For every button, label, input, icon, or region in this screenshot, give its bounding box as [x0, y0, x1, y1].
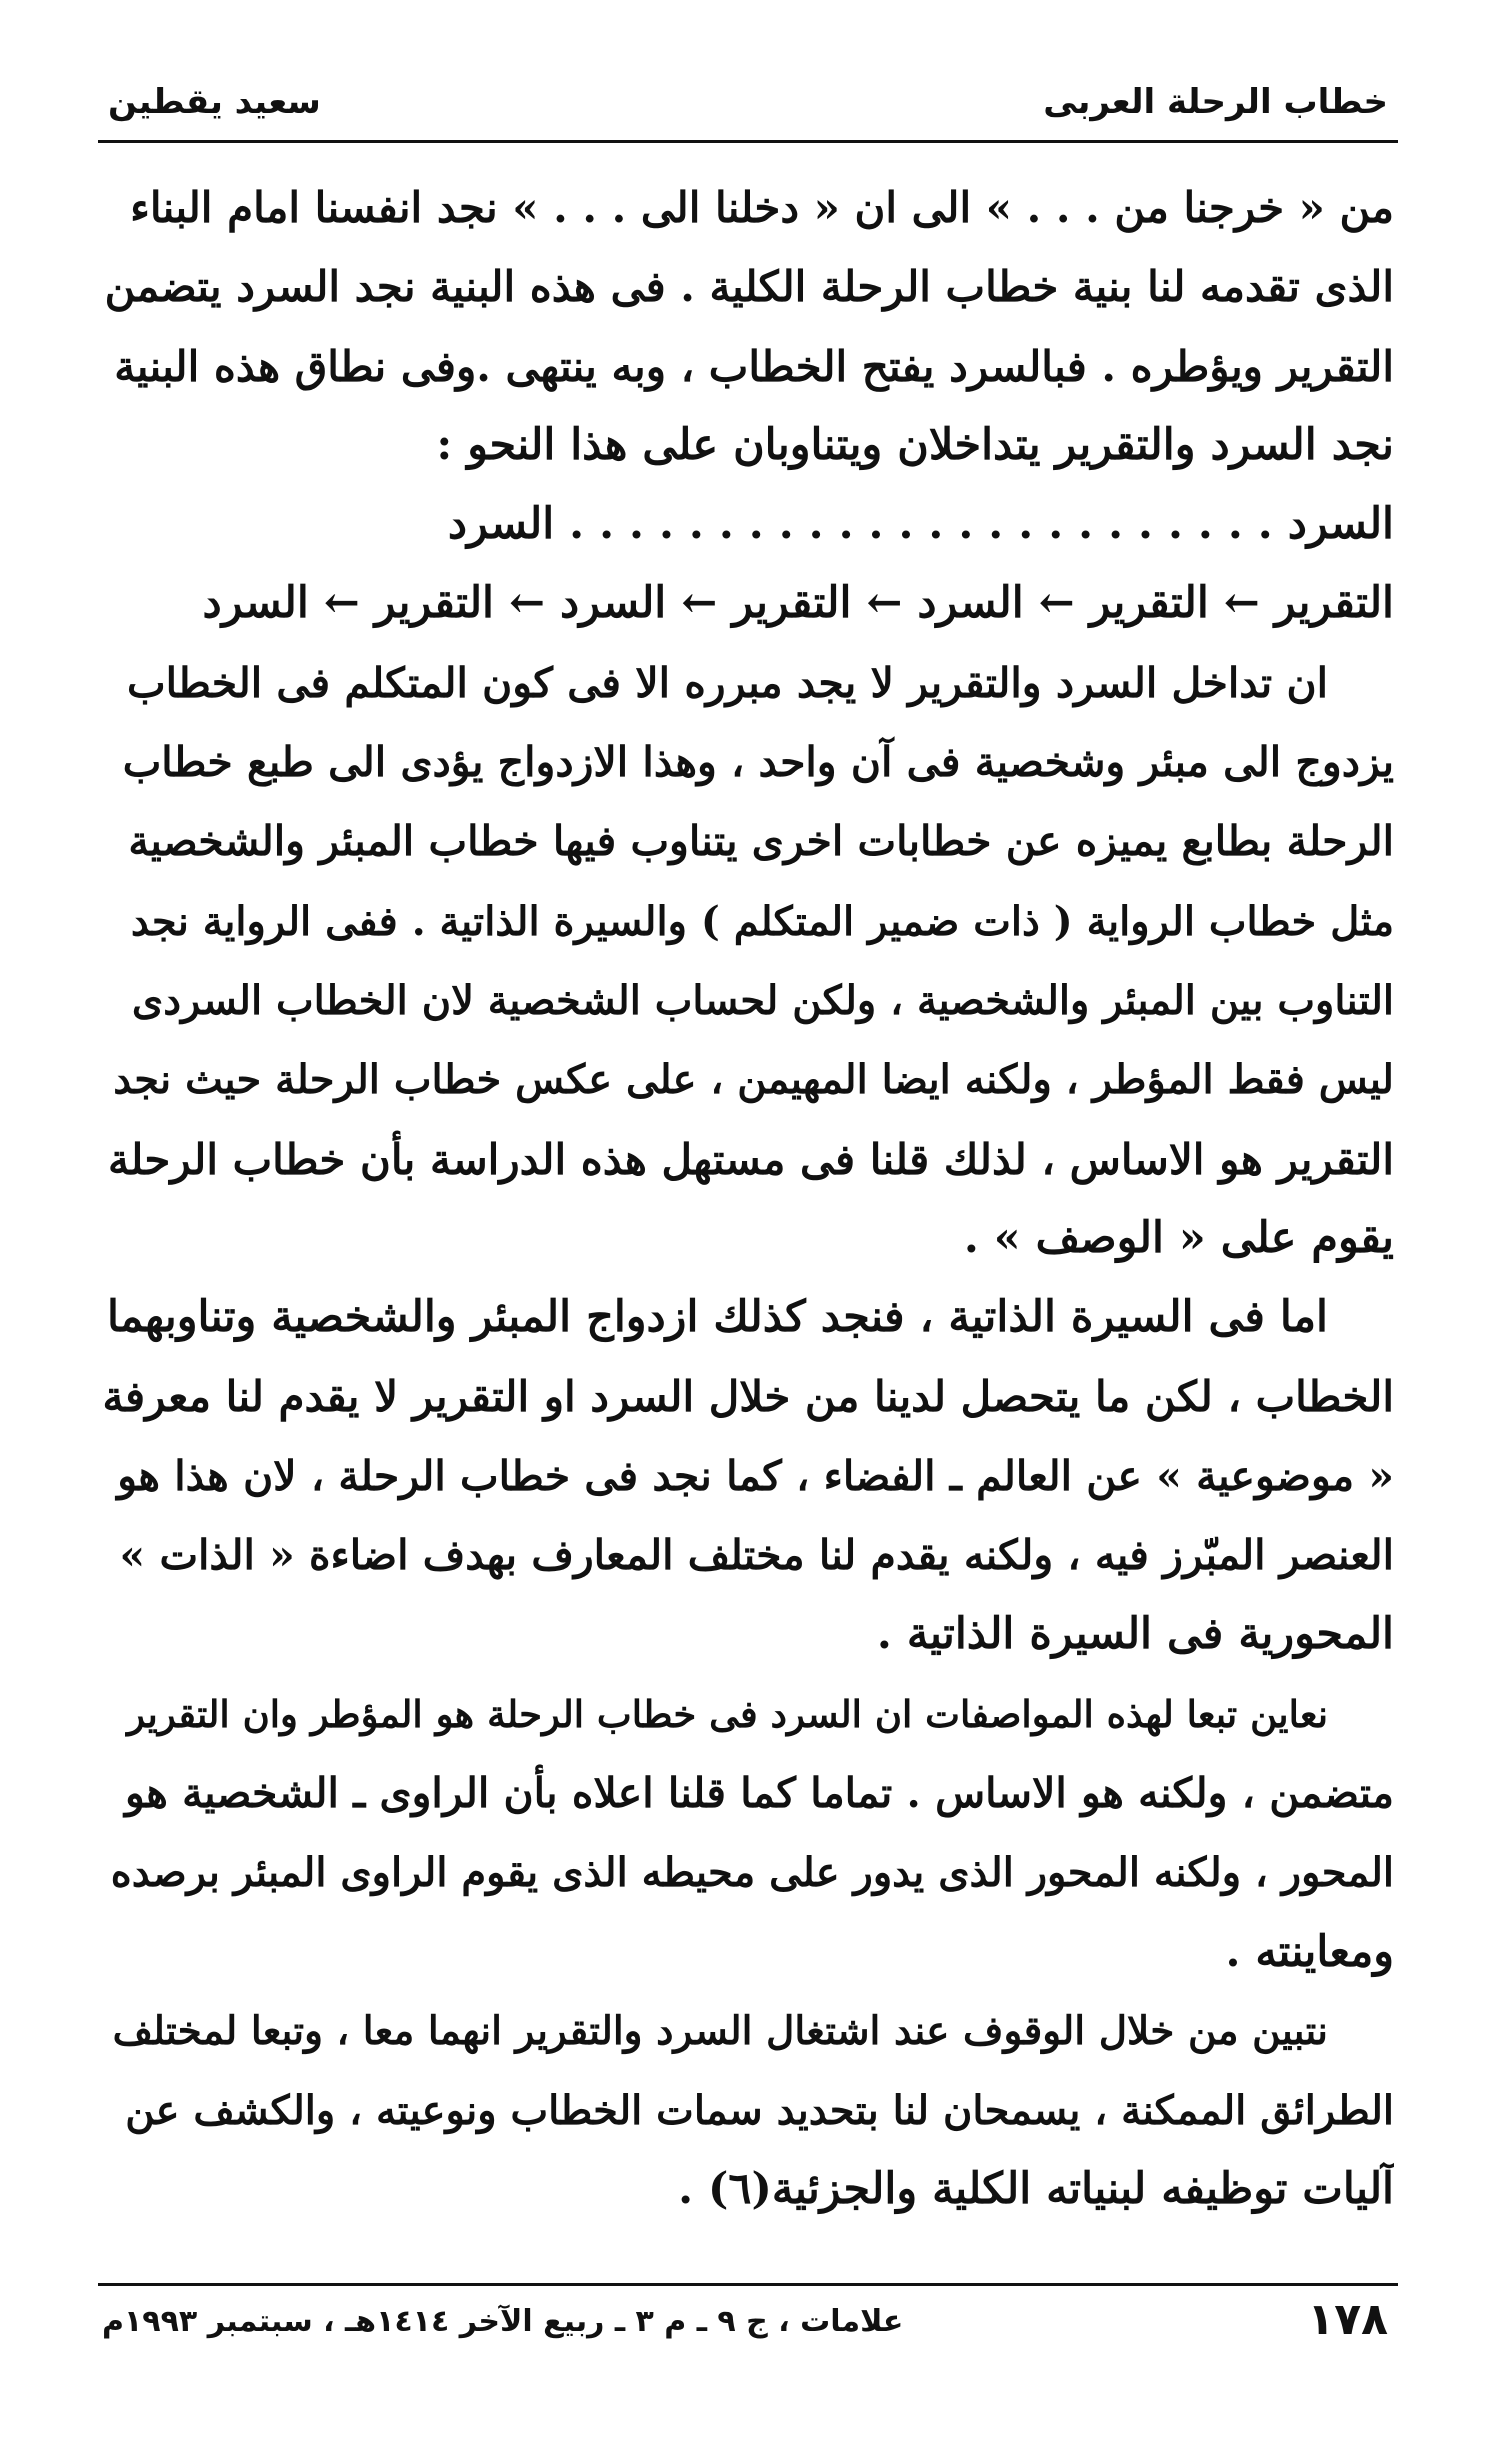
text-line: متضمن ، ولكنه هو الاساس . تماما كما قلنا اعلاه بأن الراوى ـ الشخصية هو — [125, 1768, 1394, 1817]
text-line: يزدوج الى مبئر وشخصية فى آن واحد ، وهذا الازدواج يؤدى الى طبع خطاب — [122, 738, 1394, 787]
text-line: من « خرجنا من . . . » الى ان « دخلنا الى . . . » نجد انفسنا امام البناء — [130, 183, 1394, 232]
text-line: الذى تقدمه لنا بنية خطاب الرحلة الكلية . فى هذه البنية نجد السرد يتضمن — [104, 262, 1394, 312]
footer-rule — [98, 2283, 1398, 2286]
text-line: العنصر المبّرز فيه ، ولكنه يقدم لنا مختلف المعارف بهدف اضاءة « الذات » — [119, 1531, 1394, 1580]
text-line: الخطاب ، لكن ما يتحصل لدينا من خلال السرد او التقرير لا يقدم لنا معرفة — [102, 1372, 1394, 1422]
scheme-line: السرد . . . . . . . . . . . . . . . . . . . . . . . . السرد — [447, 499, 1394, 550]
scheme-line: التقرير ← التقرير ← السرد ← التقرير ← السرد ← التقرير ← السرد — [202, 578, 1394, 629]
text-line: ان تداخل السرد والتقرير لا يجد مبرره الا فى كون المتكلم فى الخطاب — [127, 658, 1328, 707]
book-title: خطاب الرحلة العربى — [1043, 82, 1388, 122]
text-line: التقرير ويؤطره . فبالسرد يفتح الخطاب ، وبه ينتهى .وفى نطاق هذه البنية — [114, 341, 1394, 391]
text-line: ليس فقط المؤطر ، ولكنه ايضا المهيمن ، على عكس خطاب الرحلة حيث نجد — [113, 1056, 1394, 1104]
text-line: « موضوعية » عن العالم ـ الفضاء ، كما نجد فى خطاب الرحلة ، لان هذا هو — [117, 1451, 1394, 1500]
text-line: الطرائق الممكنة ، يسمحان لنا بتحديد سمات الخطاب ونوعيته ، والكشف عن — [125, 2087, 1394, 2135]
text-line: ومعاينته . — [1225, 1926, 1394, 1977]
text-line: يقوم على « الوصف » . — [963, 1212, 1394, 1263]
text-line: مثل خطاب الرواية ( ذات ضمير المتكلم ) والسيرة الذاتية . ففى الرواية نجد — [130, 897, 1394, 945]
journal-citation: علامات ، ج ٩ ـ م ٣ ـ ربيع الآخر ١٤١٤هـ ، سبتمبر ١٩٩٣م — [102, 2304, 904, 2339]
running-footer — [98, 2292, 1398, 2362]
text-line: التقرير هو الاساس ، لذلك قلنا فى مستهل هذه الدراسة بأن خطاب الرحلة — [107, 1134, 1394, 1184]
text-line: نعاين تبعا لهذه المواصفات ان السرد فى خطاب الرحلة هو المؤطر وان التقرير — [127, 1691, 1328, 1736]
page-number: ١٧٨ — [1307, 2294, 1388, 2345]
text-line: المحورية فى السيرة الذاتية . — [876, 1609, 1394, 1660]
text-line: نجد السرد والتقرير يتداخلان ويتناوبان على هذا النحو : — [436, 419, 1394, 470]
text-line: اما فى السيرة الذاتية ، فنجد كذلك ازدواج المبئر والشخصية وتناوبهما — [107, 1292, 1328, 1343]
running-header — [98, 70, 1398, 150]
text-line: التناوب بين المبئر والشخصية ، ولكن لحساب الشخصية لان الخطاب السردى — [131, 976, 1394, 1024]
text-line: الرحلة بطابع يميزه عن خطابات اخرى يتناوب فيها خطاب المبئر والشخصية — [128, 817, 1394, 866]
author-name: سعيد يقطين — [108, 82, 321, 122]
body-text — [102, 168, 1394, 2230]
text-line: المحور ، ولكنه المحور الذى يدور على محيطه الذى يقوم الراوى المبئر برصده — [110, 1849, 1394, 1897]
header-rule — [98, 140, 1398, 143]
text-line: آليات توظيفه لبنياته الكلية والجزئية(٦) . — [678, 2164, 1394, 2215]
text-line: نتبين من خلال الوقوف عند اشتغال السرد والتقرير انهما معا ، وتبعا لمختلف — [112, 2007, 1328, 2054]
